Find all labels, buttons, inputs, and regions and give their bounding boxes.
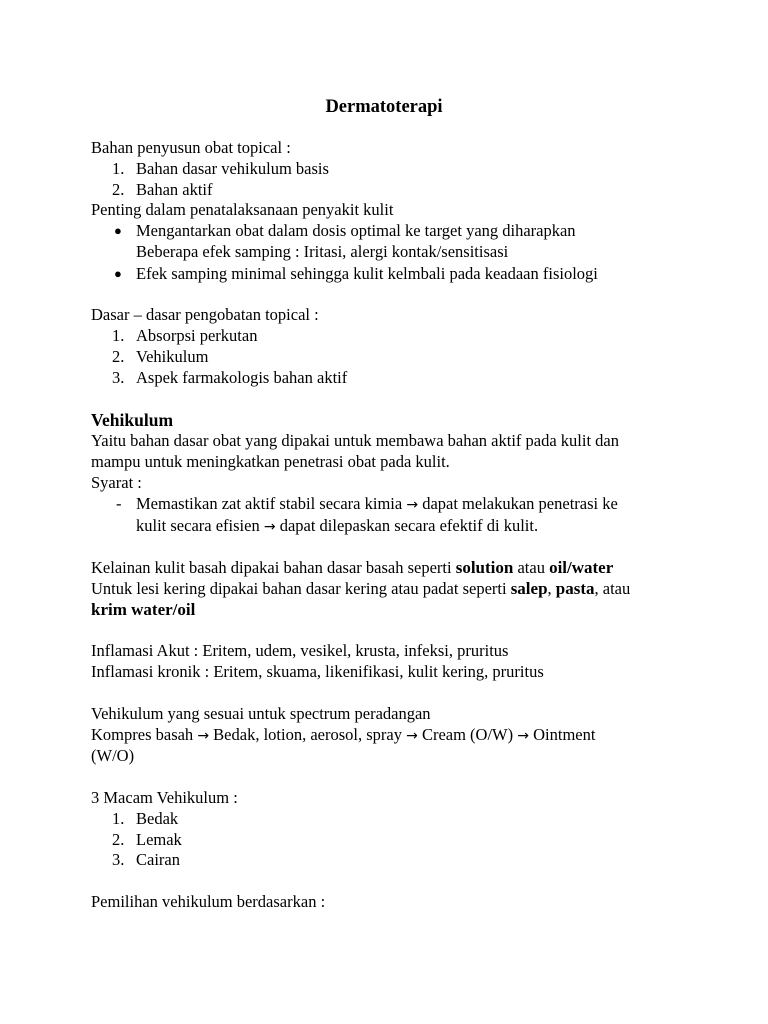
list-item [91,850,691,871]
list-item [91,347,691,368]
spectrum-sequence-continuation: (W/O) [91,746,135,766]
spacer [91,767,691,788]
list-item-text: Memastikan zat aktif stabil secara kimia [136,493,403,513]
list-item [91,830,691,851]
list-item-text: dapat melakukan penetrasi ke [422,493,618,513]
dash-marker: - [116,493,122,513]
list-number: 1. [112,158,125,178]
list-item-text: kulit secara efisien [136,515,260,535]
arrow-right-icon: → [406,727,418,744]
text-run: atau [517,558,545,578]
list-number: 1. [112,808,125,828]
arrow-right-icon: → [406,496,419,513]
list-item-text: Bahan dasar vehikulum basis [136,158,329,178]
text-run: Kelainan kulit basah dipakai bahan dasar basah seperti [91,558,452,578]
bahan-penyusun-intro: Bahan penyusun obat topical : [91,138,291,157]
list-item-text: Beberapa efek samping : Iritasi, alergi kontak/sensitisasi [136,241,509,261]
text-run: Kompres basah [91,724,194,744]
vehikulum-definition-line: Yaitu bahan dasar obat yang dipakai untuk membawa bahan aktif pada kulit dan [91,431,620,451]
spacer [91,621,691,642]
list-item-text: dapat dilepaskan secara efektif di kulit. [279,515,539,535]
list-item [91,368,691,389]
spacer [91,683,691,704]
spacer [91,285,691,306]
list-item-text: Bahan aktif [136,179,213,199]
list-item-text: Absorpsi perkutan [136,326,258,346]
list-number: 2. [112,346,125,366]
text-run: , atau [594,578,631,598]
list-number: 2. [112,179,125,199]
lesi-kering-line [91,579,691,600]
spectrum-intro: Vehikulum yang sesuai untuk spectrum peradangan [91,703,431,723]
list-number: 3. [112,367,125,387]
list-item-continuation [91,516,691,538]
text-run: Untuk lesi kering dipakai bahan dasar kering atau padat seperti [91,578,507,598]
text-run: Cream (O/W) [421,724,514,744]
list-item-text: Efek samping minimal sehingga kulit kelmbali pada keadaan fisiologi [136,263,598,283]
text-run: Ointment [533,724,596,744]
list-item [91,326,691,347]
bold-term: salep [510,578,548,598]
list-number: 3. [112,850,125,870]
list-item-text: Vehikulum [136,346,209,366]
text-run: Bedak, lotion, aerosol, spray [213,724,402,744]
list-item [91,494,691,516]
bold-term: pasta [555,578,595,598]
spacer [91,537,691,558]
arrow-right-icon: → [517,727,529,744]
list-item [91,180,691,201]
spacer [91,871,691,892]
list-item [91,221,691,242]
bold-term: solution [455,558,514,578]
inflamasi-akut-line: Inflamasi Akut : Eritem, udem, vesikel, krusta, infeksi, pruritus [91,641,509,661]
list-item [91,264,691,285]
list-item-text: Bedak [136,808,179,828]
bullet-icon: ● [114,223,122,239]
spectrum-sequence [91,725,691,747]
lesi-kering-line-continuation [91,600,691,621]
vehikulum-definition-line: mampu untuk meningkatkan penetrasi obat pada kulit. [91,452,450,472]
macam-vehikulum-intro: 3 Macam Vehikulum : [91,787,238,807]
penting-paragraph: Penting dalam penatalaksanaan penyakit kulit [91,200,394,220]
list-item-text: Lemak [136,829,182,849]
list-number: 1. [112,326,125,346]
inflamasi-kronik-line: Inflamasi kronik : Eritem, skuama, likenifikasi, kulit kering, pruritus [91,662,544,682]
list-item [91,159,691,180]
list-item-text: Mengantarkan obat dalam dosis optimal ke target yang diharapkan [136,221,576,241]
spacer [91,389,691,410]
list-item-text: Aspek farmakologis bahan aktif [136,367,348,387]
bold-term: krim water/oil [91,599,196,619]
syarat-label: Syarat : [91,472,142,492]
section-heading: Vehikulum [91,410,174,431]
text-run: , [547,578,552,598]
list-item-continuation [91,242,691,263]
bold-term: oil/water [549,558,614,578]
pemilihan-line: Pemilihan vehikulum berdasarkan : [91,891,326,911]
arrow-right-icon: → [263,518,276,535]
bullet-icon: ● [114,265,122,281]
list-number: 2. [112,829,125,849]
list-item [91,809,691,830]
kelainan-basah-line [91,558,691,579]
dasar-pengobatan-intro: Dasar – dasar pengobatan topical : [91,305,319,325]
document-body [91,138,691,913]
page-title: Dermatoterapi [325,97,443,117]
list-item-text: Cairan [136,850,180,870]
arrow-right-icon: → [197,727,210,744]
